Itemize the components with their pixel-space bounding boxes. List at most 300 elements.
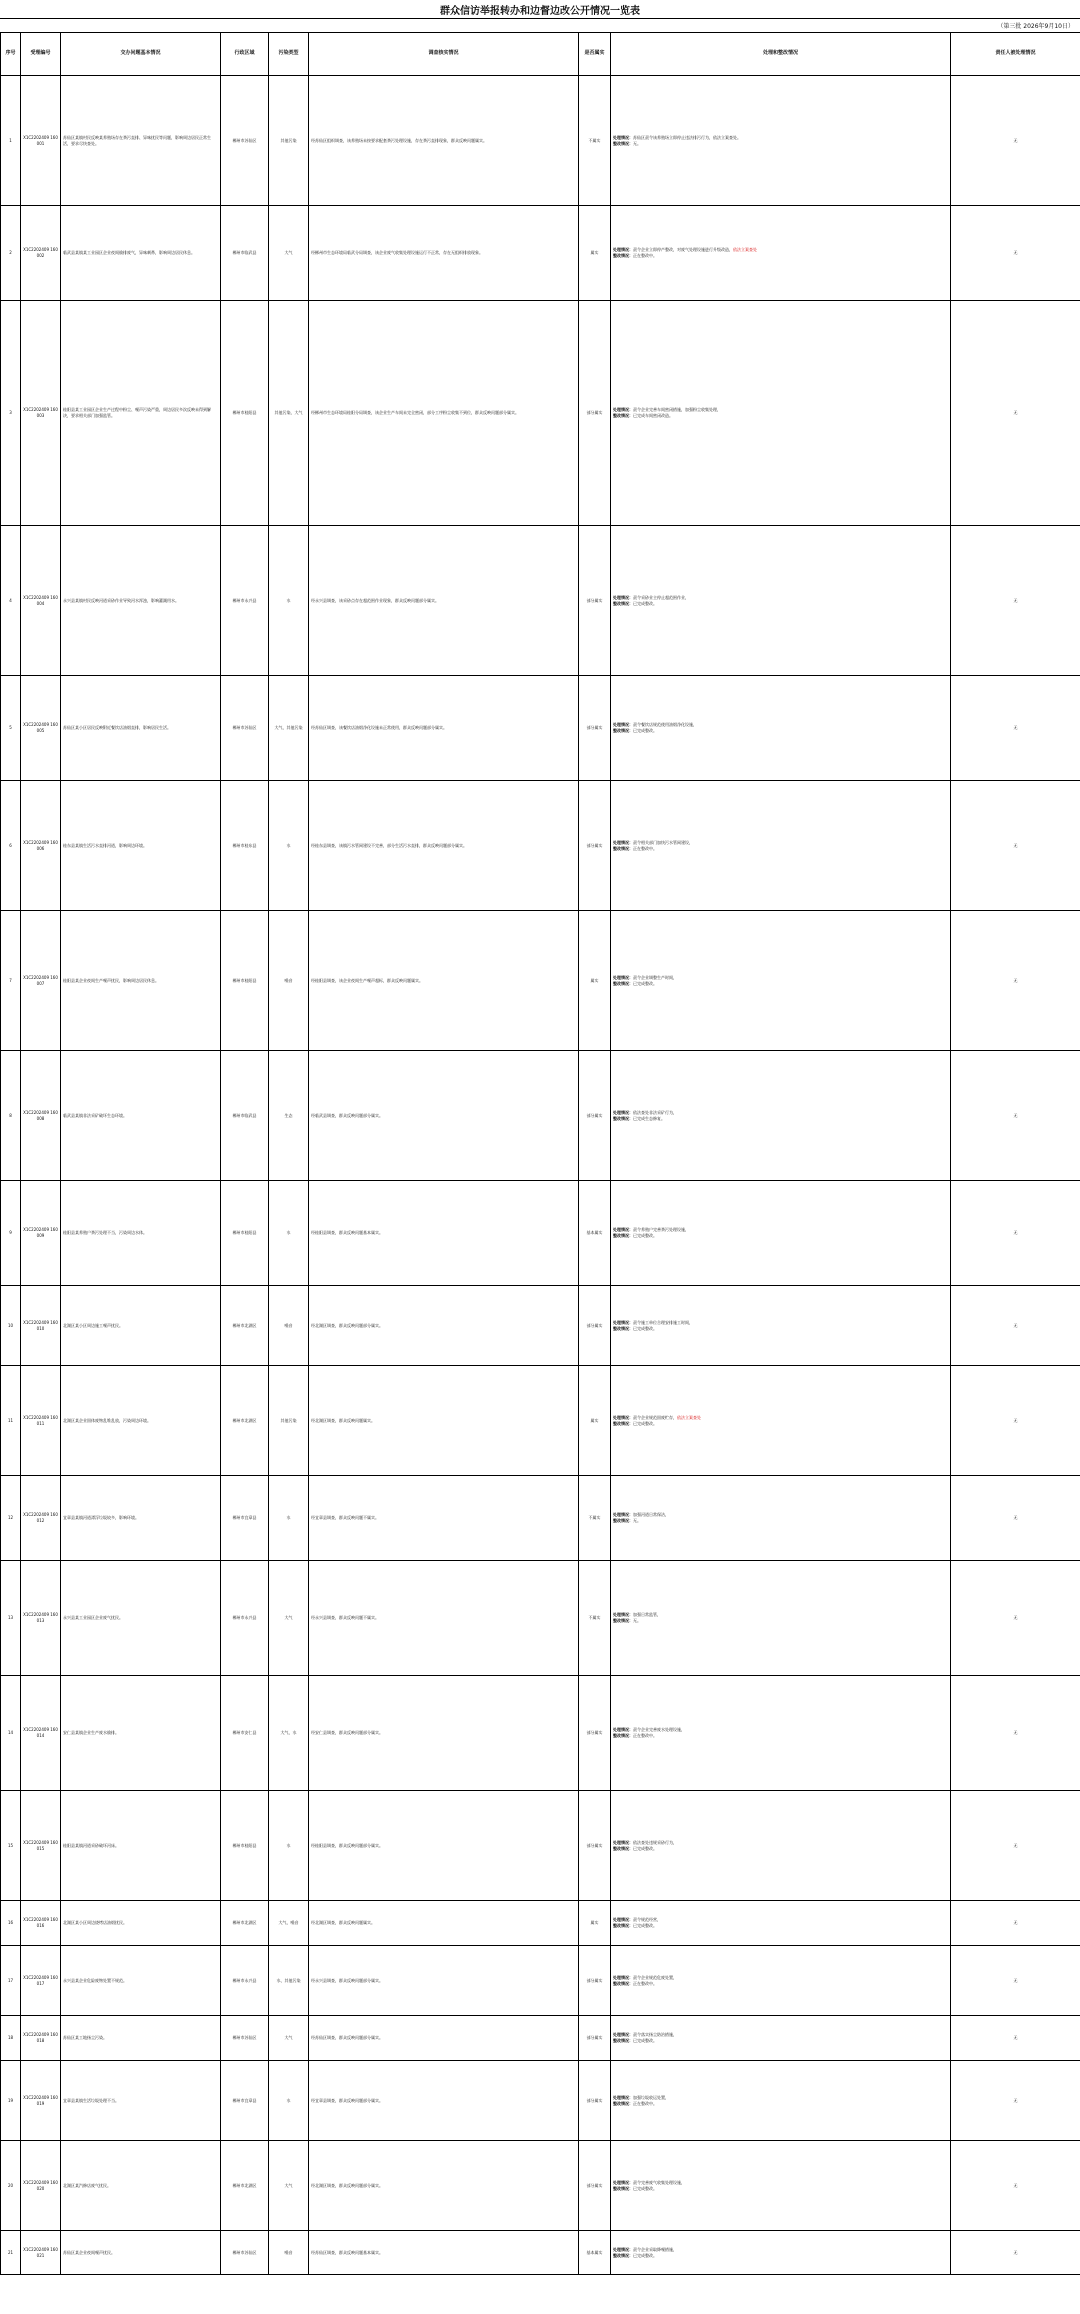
cell-issue: 安仁县某镇企业生产废水偷排。 <box>61 1676 221 1791</box>
cell-real: 不属实 <box>579 1561 611 1676</box>
handling-handle_lbl2: 整改情况： <box>613 1518 633 1523</box>
cell-region: 郴州市桂阳县 <box>221 1791 269 1901</box>
cell-handling <box>611 1476 951 1561</box>
cell-code: X1C2202409 160011 <box>21 1366 61 1476</box>
table-row <box>1 526 1080 676</box>
cell-code: X1C2202409 160008 <box>21 1051 61 1181</box>
handling-handle_lbl1: 处理情况： <box>613 1109 633 1115</box>
cell-survey: 经永兴县调查，群众反映问题部分属实。 <box>309 1946 579 2016</box>
cell-real: 部分属实 <box>579 2141 611 2231</box>
cell-region: 郴州市北湖区 <box>221 1286 269 1366</box>
cell-handling <box>611 76 951 206</box>
disclosure-table <box>0 32 1080 2275</box>
cell-no: 17 <box>1 1946 21 2016</box>
cell-region: 郴州市永兴县 <box>221 1946 269 2016</box>
handling-handle_lbl1: 处理情况： <box>613 2246 633 2252</box>
cell-issue: 苏仙区某镇村民反映某养殖场存在粪污直排、异味扰民等问题，影响周边居民正常生活，要求尽快查处。 <box>61 76 221 206</box>
handling-handle2: 已完成整改。 <box>633 2252 657 2258</box>
table-row <box>1 2061 1080 2141</box>
cell-code: X1C2202409 160015 <box>21 1791 61 1901</box>
cell-handling <box>611 2141 951 2231</box>
cell-real: 不属实 <box>579 1476 611 1561</box>
cell-type: 水 <box>269 1791 309 1901</box>
cell-handling <box>611 301 951 526</box>
handling-handle2: 已完成整改。 <box>633 1233 657 1238</box>
handling-handle_lbl1: 处理情况： <box>613 407 633 413</box>
cell-type: 水 <box>269 1476 309 1561</box>
table-row <box>1 911 1080 1051</box>
cell-code: X1C2202409 160010 <box>21 1286 61 1366</box>
table-row <box>1 2231 1080 2275</box>
cell-handling <box>611 781 951 911</box>
cell-code: X1C2202409 160007 <box>21 911 61 1051</box>
table-row <box>1 1791 1080 1901</box>
cell-survey: 经桂阳县调查，群众反映问题部分属实。 <box>309 1791 579 1901</box>
handling-handle_lbl1: 处理情况： <box>613 1612 633 1618</box>
handling-handle2: 无。 <box>633 1518 641 1523</box>
cell-region: 郴州市桂阳县 <box>221 301 269 526</box>
cell-survey: 经苏仙区调查，该餐饮店油烟净化设施未正常使用，群众反映问题部分属实。 <box>309 676 579 781</box>
handling-handle_lbl1: 处理情况： <box>613 2179 633 2185</box>
cell-handling <box>611 1676 951 1791</box>
cell-region: 郴州市北湖区 <box>221 1366 269 1476</box>
handling-handle_lbl2: 整改情况： <box>613 1233 633 1238</box>
table-row <box>1 1901 1080 1946</box>
handling-handle_lbl1: 处理情况： <box>613 134 633 140</box>
page-title: 群众信访举报转办和边督边改公开情况一览表 <box>0 0 1080 19</box>
cell-region: 郴州市苏仙区 <box>221 676 269 781</box>
handling-handle_lbl2: 整改情况： <box>613 1923 633 1928</box>
cell-survey: 经桂阳县调查，群众反映问题基本属实。 <box>309 1181 579 1286</box>
cell-code: X1C2202409 160017 <box>21 1946 61 2016</box>
cell-region: 郴州市桂东县 <box>221 781 269 911</box>
cell-issue: 北湖区某小区周边烧烤店油烟扰民。 <box>61 1901 221 1946</box>
handling-handle_lbl2: 整改情况： <box>613 600 633 606</box>
table-row <box>1 1366 1080 1476</box>
cell-issue: 北湖区某汽修店废气扰民。 <box>61 2141 221 2231</box>
handling-handle1: 责令餐饮店规范使用油烟净化设施， <box>633 722 697 728</box>
cell-handling <box>611 1286 951 1366</box>
handling-handle1: 责令企业完善车间密闭措施，加强粉尘收集处理， <box>633 407 721 413</box>
handling-handle_lbl1: 处理情况： <box>613 974 633 980</box>
cell-no: 10 <box>1 1286 21 1366</box>
cell-region: 郴州市永兴县 <box>221 1561 269 1676</box>
table-row <box>1 1476 1080 1561</box>
cell-type: 生态 <box>269 1051 309 1181</box>
cell-resp: 无 <box>951 1946 1080 2016</box>
cell-resp: 无 <box>951 781 1080 911</box>
cell-handling <box>611 2061 951 2141</box>
handling-handle1: 责令相关部门加快污水管网建设， <box>633 839 693 845</box>
cell-no: 19 <box>1 2061 21 2141</box>
cell-no: 11 <box>1 1366 21 1476</box>
cell-handling <box>611 911 951 1051</box>
cell-type: 水 <box>269 2061 309 2141</box>
cell-type: 大气、水 <box>269 1676 309 1791</box>
cell-resp: 无 <box>951 2061 1080 2141</box>
handling-handle_lbl2: 整改情况： <box>613 2038 633 2043</box>
cell-no: 8 <box>1 1051 21 1181</box>
cell-survey: 经北湖区调查，群众反映问题部分属实。 <box>309 1286 579 1366</box>
table-row <box>1 1286 1080 1366</box>
cell-handling <box>611 1561 951 1676</box>
cell-code: X1C2202409 160020 <box>21 2141 61 2231</box>
cell-issue: 苏仙区某小区居民反映附近餐饮店油烟直排，影响居民生活。 <box>61 676 221 781</box>
handling-handle2: 无。 <box>633 140 641 146</box>
cell-handling <box>611 1946 951 2016</box>
cell-resp: 无 <box>951 1901 1080 1946</box>
cell-issue: 永兴县某企业危险废物处置不规范。 <box>61 1946 221 2016</box>
cell-region: 郴州市苏仙区 <box>221 2231 269 2275</box>
cell-code: X1C2202409 160006 <box>21 781 61 911</box>
handling-handle1: 责令企业规范危废处置， <box>633 1974 677 1980</box>
handling-handle2: 已完成整改。 <box>633 2038 657 2043</box>
handling-handle_lbl1: 处理情况： <box>613 1727 633 1733</box>
column-header: 处理和整改情况 <box>611 33 951 76</box>
cell-real: 部分属实 <box>579 2016 611 2061</box>
cell-type: 大气 <box>269 206 309 301</box>
cell-survey: 经北湖区调查，群众反映问题属实。 <box>309 1366 579 1476</box>
cell-issue: 桂阳县某工业园区企业生产过程中粉尘、噪声污染严重，周边居民多次反映未得到解决，要求相关部门加强监管。 <box>61 301 221 526</box>
handling-handle_lbl2: 整改情况： <box>613 253 633 258</box>
handling-handle2: 正在整改中。 <box>633 1733 657 1738</box>
handling-handle_lbl1: 处理情况： <box>613 1839 633 1845</box>
handling-handle_lbl2: 整改情况： <box>613 1618 633 1623</box>
cell-region: 郴州市宜章县 <box>221 1476 269 1561</box>
cell-real: 部分属实 <box>579 1051 611 1181</box>
cell-code: X1C2202409 160001 <box>21 76 61 206</box>
handling-handle_lbl2: 整改情况： <box>613 2100 633 2106</box>
cell-type: 噪音 <box>269 2231 309 2275</box>
cell-real: 属实 <box>579 911 611 1051</box>
cell-code: X1C2202409 160002 <box>21 206 61 301</box>
cell-issue: 桂东县某镇生活污水直排河道，影响周边环境。 <box>61 781 221 911</box>
handling-handle1: 依法查处非法采矿行为， <box>633 1109 677 1115</box>
cell-issue: 苏仙区某工地扬尘污染。 <box>61 2016 221 2061</box>
handling-handle2: 无。 <box>633 1618 641 1623</box>
handling-handle_lbl1: 处理情况： <box>613 1917 633 1923</box>
cell-type: 噪音 <box>269 1286 309 1366</box>
cell-survey: 经桂东县调查，该镇污水管网建设不完善，部分生活污水直排，群众反映问题部分属实。 <box>309 781 579 911</box>
cell-no: 16 <box>1 1901 21 1946</box>
cell-resp: 无 <box>951 2141 1080 2231</box>
cell-code: X1C2202409 160012 <box>21 1476 61 1561</box>
handling-red: 依法立案查处 <box>677 1414 701 1420</box>
cell-survey: 经永兴县调查，群众反映问题不属实。 <box>309 1561 579 1676</box>
cell-issue: 北湖区某企业固体废物乱堆乱放，污染周边环境。 <box>61 1366 221 1476</box>
cell-resp: 无 <box>951 206 1080 301</box>
cell-issue: 苏仙区某企业夜间噪声扰民。 <box>61 2231 221 2275</box>
cell-code: X1C2202409 160003 <box>21 301 61 526</box>
handling-handle_lbl2: 整改情况： <box>613 1845 633 1851</box>
handling-handle_lbl2: 整改情况： <box>613 1980 633 1986</box>
cell-type: 大气 <box>269 2141 309 2231</box>
cell-real: 属实 <box>579 206 611 301</box>
cell-resp: 无 <box>951 2231 1080 2275</box>
cell-real: 部分属实 <box>579 2061 611 2141</box>
cell-real: 部分属实 <box>579 1676 611 1791</box>
cell-resp: 无 <box>951 1476 1080 1561</box>
handling-handle2: 已完成整改。 <box>633 1420 657 1426</box>
cell-resp: 无 <box>951 1676 1080 1791</box>
handling-handle1: 责令企业规范固废贮存， <box>633 1414 677 1420</box>
handling-handle2: 正在整改中。 <box>633 2100 657 2106</box>
cell-resp: 无 <box>951 1286 1080 1366</box>
cell-resp: 无 <box>951 1791 1080 1901</box>
cell-type: 噪音 <box>269 911 309 1051</box>
cell-code: X1C2202409 160018 <box>21 2016 61 2061</box>
cell-real: 部分属实 <box>579 526 611 676</box>
cell-no: 15 <box>1 1791 21 1901</box>
handling-handle1: 责令落实扬尘防治措施， <box>633 2032 677 2038</box>
handling-handle2: 正在整改中。 <box>633 253 657 258</box>
handling-handle_lbl2: 整改情况： <box>613 1733 633 1738</box>
cell-real: 部分属实 <box>579 676 611 781</box>
column-header: 序号 <box>1 33 21 76</box>
cell-issue: 桂阳县某镇河道采砂破坏河床。 <box>61 1791 221 1901</box>
table-row <box>1 781 1080 911</box>
cell-type: 大气、噪音 <box>269 1901 309 1946</box>
cell-issue: 永兴县某镇村民反映河道采砂作业导致河水浑浊，影响灌溉用水。 <box>61 526 221 676</box>
handling-handle_lbl1: 处理情况： <box>613 247 633 253</box>
table-header-row <box>1 33 1080 76</box>
cell-region: 郴州市宜章县 <box>221 2061 269 2141</box>
column-header: 调查核实情况 <box>309 33 579 76</box>
handling-handle_lbl2: 整改情况： <box>613 1325 633 1331</box>
table-row <box>1 1561 1080 1676</box>
cell-type: 水 <box>269 526 309 676</box>
handling-handle2: 已完成车间密闭改造。 <box>633 413 673 418</box>
cell-resp: 无 <box>951 2016 1080 2061</box>
cell-code: X1C2202409 160016 <box>21 1901 61 1946</box>
cell-issue: 北湖区某小区周边施工噪声扰民。 <box>61 1286 221 1366</box>
batch-info: （第三批 2026年9月10日） <box>997 22 1074 30</box>
handling-handle1: 加强日常监管， <box>633 1612 661 1618</box>
cell-survey: 经郴州市生态环境局临武分局调查，该企业废气收集处理设施运行不正常，存在无组织排放现象。 <box>309 206 579 301</box>
cell-code: X1C2202409 160014 <box>21 1676 61 1791</box>
cell-resp: 无 <box>951 76 1080 206</box>
cell-no: 1 <box>1 76 21 206</box>
handling-handle2: 已完成整改。 <box>633 2185 657 2191</box>
cell-region: 郴州市永兴县 <box>221 526 269 676</box>
table-body <box>1 76 1080 2275</box>
cell-survey: 经北湖区调查，群众反映问题部分属实。 <box>309 2141 579 2231</box>
cell-resp: 无 <box>951 1366 1080 1476</box>
handling-handle2: 已完成整改。 <box>633 600 657 606</box>
handling-handle1: 责令完善废气收集处理设施， <box>633 2179 685 2185</box>
handling-handle1: 责令规范经营， <box>633 1917 661 1923</box>
cell-survey: 经苏仙区调查，群众反映问题部分属实。 <box>309 2016 579 2061</box>
cell-type: 大气 <box>269 2016 309 2061</box>
handling-handle_lbl1: 处理情况： <box>613 1227 633 1233</box>
cell-no: 21 <box>1 2231 21 2275</box>
handling-handle1: 责令养殖户完善粪污处理设施， <box>633 1227 689 1233</box>
handling-handle2: 正在整改中。 <box>633 845 657 851</box>
cell-resp: 无 <box>951 301 1080 526</box>
cell-issue: 宜章县某镇生活垃圾处理不当。 <box>61 2061 221 2141</box>
handling-handle2: 已完成整改。 <box>633 1325 657 1331</box>
cell-region: 郴州市苏仙区 <box>221 76 269 206</box>
handling-handle_lbl2: 整改情况： <box>613 2252 633 2258</box>
cell-real: 基本属实 <box>579 1181 611 1286</box>
cell-handling <box>611 2016 951 2061</box>
cell-type: 其他污染、大气 <box>269 301 309 526</box>
cell-issue: 永兴县某工业园区企业废气扰民。 <box>61 1561 221 1676</box>
cell-resp: 无 <box>951 1561 1080 1676</box>
cell-region: 郴州市安仁县 <box>221 1676 269 1791</box>
handling-handle_lbl1: 处理情况： <box>613 1974 633 1980</box>
handling-handle_lbl1: 处理情况： <box>613 1512 633 1518</box>
cell-no: 14 <box>1 1676 21 1791</box>
handling-handle_lbl1: 处理情况： <box>613 1319 633 1325</box>
cell-handling <box>611 1366 951 1476</box>
handling-handle_lbl1: 处理情况： <box>613 594 633 600</box>
cell-type: 水 <box>269 781 309 911</box>
cell-code: X1C2202409 160005 <box>21 676 61 781</box>
cell-no: 2 <box>1 206 21 301</box>
cell-type: 水 <box>269 1181 309 1286</box>
handling-handle1: 责令采砂业主停止超范围作业， <box>633 594 689 600</box>
cell-issue: 临武县某镇某工业园区企业夜间偷排废气，异味刺鼻，影响周边居民休息。 <box>61 206 221 301</box>
cell-survey: 经桂阳县调查，该企业夜间生产噪声超标，群众反映问题属实。 <box>309 911 579 1051</box>
table-row <box>1 676 1080 781</box>
cell-no: 18 <box>1 2016 21 2061</box>
cell-resp: 无 <box>951 1051 1080 1181</box>
table-row <box>1 301 1080 526</box>
cell-survey: 经苏仙区调查，群众反映问题基本属实。 <box>309 2231 579 2275</box>
handling-handle1: 苏仙区责令该养殖场立即停止违法排污行为，依法立案查处。 <box>633 134 741 140</box>
column-header: 受理编号 <box>21 33 61 76</box>
handling-handle2: 已完成生态修复。 <box>633 1115 665 1121</box>
handling-handle2: 已完成整改。 <box>633 1923 657 1928</box>
table-row <box>1 76 1080 206</box>
column-header: 交办问题基本情况 <box>61 33 221 76</box>
cell-handling <box>611 1901 951 1946</box>
table-row <box>1 2016 1080 2061</box>
cell-real: 部分属实 <box>579 1946 611 2016</box>
column-header: 污染类型 <box>269 33 309 76</box>
cell-handling <box>611 1181 951 1286</box>
handling-handle_lbl2: 整改情况： <box>613 2185 633 2191</box>
cell-region: 郴州市北湖区 <box>221 2141 269 2231</box>
column-header: 是否属实 <box>579 33 611 76</box>
handling-handle_lbl1: 处理情况： <box>613 839 633 845</box>
cell-resp: 无 <box>951 1181 1080 1286</box>
cell-region: 郴州市桂阳县 <box>221 1181 269 1286</box>
cell-resp: 无 <box>951 911 1080 1051</box>
table-row <box>1 206 1080 301</box>
cell-survey: 经苏仙区组织调查，该养殖场未按要求配套粪污处理设施，存在粪污直排现象，群众反映问题属实。 <box>309 76 579 206</box>
cell-survey: 经宜章县调查，群众反映问题部分属实。 <box>309 2061 579 2141</box>
cell-resp: 无 <box>951 526 1080 676</box>
handling-handle1: 责令企业采取降噪措施， <box>633 2246 677 2252</box>
handling-handle_lbl2: 整改情况： <box>613 1420 633 1426</box>
cell-no: 6 <box>1 781 21 911</box>
cell-no: 20 <box>1 2141 21 2231</box>
cell-region: 郴州市北湖区 <box>221 1901 269 1946</box>
cell-code: X1C2202409 160004 <box>21 526 61 676</box>
cell-real: 部分属实 <box>579 781 611 911</box>
cell-region: 郴州市临武县 <box>221 206 269 301</box>
handling-handle_lbl2: 整改情况： <box>613 140 633 146</box>
cell-survey: 经永兴县调查，该采砂点存在超范围作业现象，群众反映问题部分属实。 <box>309 526 579 676</box>
cell-issue: 桂阳县某企业夜间生产噪声扰民，影响周边居民休息。 <box>61 911 221 1051</box>
cell-real: 属实 <box>579 1366 611 1476</box>
cell-survey: 经安仁县调查，群众反映问题部分属实。 <box>309 1676 579 1791</box>
handling-handle_lbl2: 整改情况： <box>613 980 633 986</box>
handling-red: 依法立案查处 <box>733 247 757 253</box>
cell-region: 郴州市桂阳县 <box>221 911 269 1051</box>
handling-handle1: 依法查处违规采砂行为， <box>633 1839 677 1845</box>
handling-handle1: 加强河道日常保洁， <box>633 1512 669 1518</box>
cell-handling <box>611 1051 951 1181</box>
cell-no: 13 <box>1 1561 21 1676</box>
handling-handle1: 责令施工单位合理安排施工时间， <box>633 1319 693 1325</box>
cell-issue: 临武县某镇非法采矿破坏生态环境。 <box>61 1051 221 1181</box>
handling-handle_lbl1: 处理情况： <box>613 1414 633 1420</box>
cell-no: 9 <box>1 1181 21 1286</box>
cell-real: 属实 <box>579 1901 611 1946</box>
handling-handle2: 已完成整改。 <box>633 1845 657 1851</box>
handling-handle2: 已完成整改。 <box>633 980 657 986</box>
cell-type: 水、其他污染 <box>269 1946 309 2016</box>
cell-survey: 经临武县调查，群众反映问题部分属实。 <box>309 1051 579 1181</box>
cell-type: 其他污染 <box>269 1366 309 1476</box>
cell-survey: 经郴州市生态环境局桂阳分局调查，该企业生产车间未完全密闭，部分工序粉尘收集不到位，群众反映问题部分属实。 <box>309 301 579 526</box>
cell-handling <box>611 206 951 301</box>
cell-code: X1C2202409 160009 <box>21 1181 61 1286</box>
handling-handle_lbl1: 处理情况： <box>613 2094 633 2100</box>
cell-real: 部分属实 <box>579 1286 611 1366</box>
cell-no: 5 <box>1 676 21 781</box>
table-row <box>1 1181 1080 1286</box>
column-header: 行政区域 <box>221 33 269 76</box>
handling-handle2: 正在整改中。 <box>633 1980 657 1986</box>
handling-handle_lbl2: 整改情况： <box>613 413 633 418</box>
cell-survey: 经宜章县调查，群众反映问题不属实。 <box>309 1476 579 1561</box>
cell-code: X1C2202409 160021 <box>21 2231 61 2275</box>
cell-real: 部分属实 <box>579 301 611 526</box>
cell-real: 部分属实 <box>579 1791 611 1901</box>
cell-real: 不属实 <box>579 76 611 206</box>
cell-no: 7 <box>1 911 21 1051</box>
cell-code: X1C2202409 160013 <box>21 1561 61 1676</box>
handling-handle_lbl1: 处理情况： <box>613 722 633 728</box>
cell-survey: 经北湖区调查，群众反映问题属实。 <box>309 1901 579 1946</box>
cell-type: 其他污染 <box>269 76 309 206</box>
table-row <box>1 1676 1080 1791</box>
cell-code: X1C2202409 160019 <box>21 2061 61 2141</box>
handling-handle1: 责令企业完善废水处理设施， <box>633 1727 685 1733</box>
table-row <box>1 1946 1080 2016</box>
cell-type: 大气、其他污染 <box>269 676 309 781</box>
handling-handle_lbl1: 处理情况： <box>613 2032 633 2038</box>
cell-region: 郴州市苏仙区 <box>221 2016 269 2061</box>
cell-no: 12 <box>1 1476 21 1561</box>
handling-handle1: 加强垃圾收运处置， <box>633 2094 669 2100</box>
handling-handle1: 责令企业立即停产整改，对废气处理设施进行升级改造， <box>633 247 733 253</box>
table-row <box>1 1051 1080 1181</box>
cell-type: 大气 <box>269 1561 309 1676</box>
table-row <box>1 2141 1080 2231</box>
handling-handle_lbl2: 整改情况： <box>613 728 633 733</box>
cell-no: 4 <box>1 526 21 676</box>
cell-real: 基本属实 <box>579 2231 611 2275</box>
handling-handle1: 责令企业调整生产时间， <box>633 974 677 980</box>
cell-handling <box>611 526 951 676</box>
cell-no: 3 <box>1 301 21 526</box>
cell-issue: 宜章县某镇河道漂浮垃圾较多，影响环境。 <box>61 1476 221 1561</box>
